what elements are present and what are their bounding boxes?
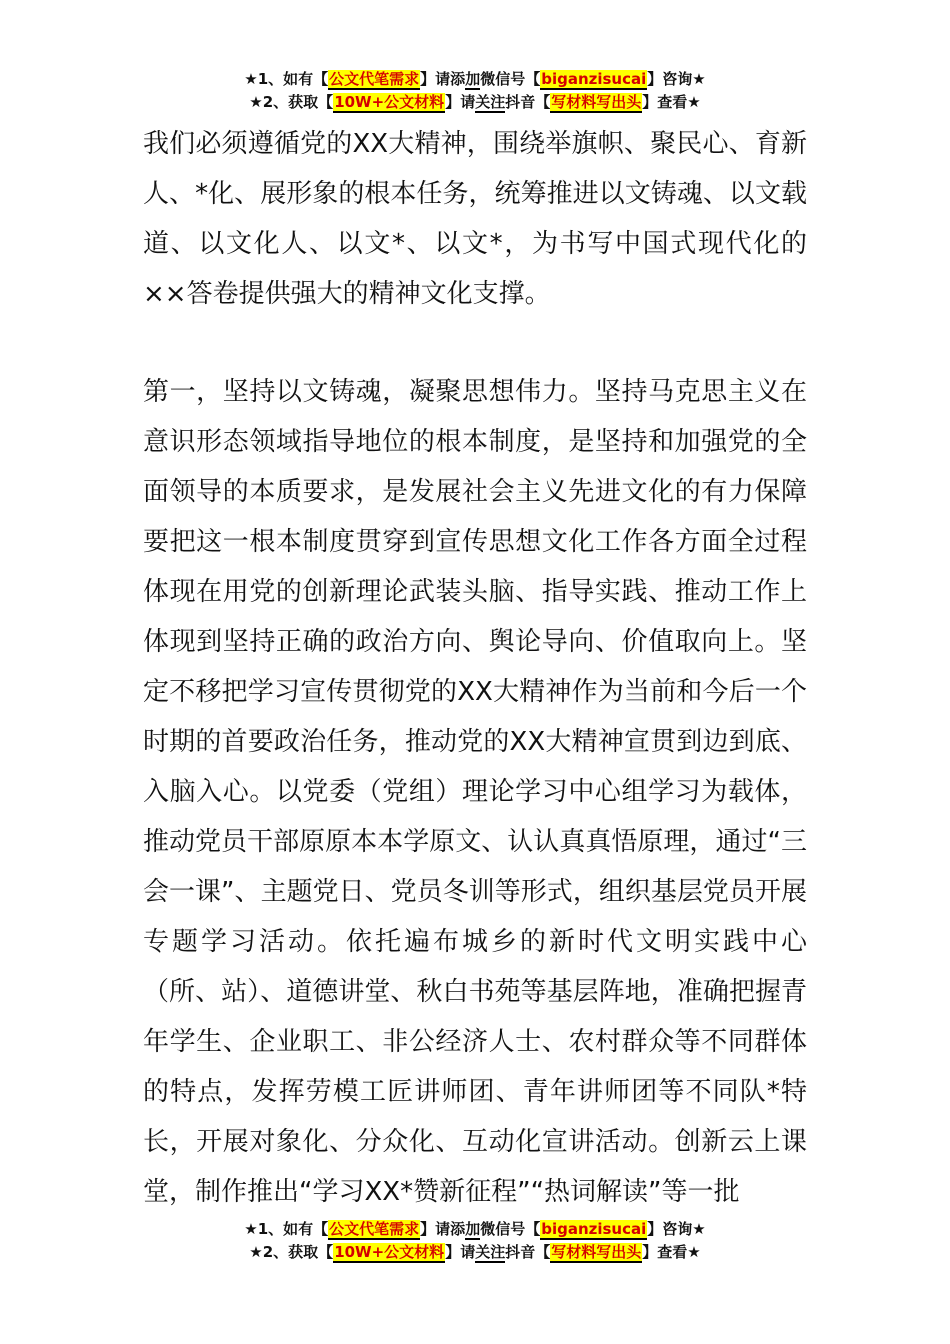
materials-highlight: 10W+公文材料 bbox=[334, 93, 445, 111]
paragraph-first-point: 第一，坚持以文铸魂，凝聚思想伟力。坚持马克思主义在意识形态领域指导地位的根本制度，是坚持和加强党的全面领导的本质要求，是发展社会主义先进文化的有力保障要把这一根本制度贯穿到宣传思想文化工作各方面全过程体现在用党的创新理论武装头脑、指导实践、推动工作上体现到坚持正确的政治方向、舆论导向、价值取向上。坚定不移把学习宣传贯彻党的XX大精神作为当前和今后一个时期的首要政治任务，推动党的XX大精神宣贯到边到底、入脑入心。以党委（党组）理论学习中心组学习为载体，推动党员干部原原本本学原文、认认真真悟原理，通过“三会一课”、主题党日、党员冬训等形式，组织基层党员开展专题学习活动。依托遍布城乡的新时代文明实践中心（所、站）、道德讲堂、秋白书苑等基层阵地，准确把握青年学生、企业职工、非公经济人士、农村群众等不同群体的特点，发挥劳模工匠讲师团、青年讲师团等不同队*特长，开展对象化、分众化、互动化宣讲活动。创新云上课堂，制作推出“学习XX*赞新征程”“热词解读”等一批 bbox=[143, 377, 807, 1207]
douyin-account-highlight: 写材料写出头 bbox=[551, 93, 642, 111]
douyin-account-highlight: 写材料写出头 bbox=[551, 1243, 642, 1261]
header-banner bbox=[0, 68, 950, 114]
header-line-2: ★2、获取【10W+公文材料】请关注抖音【写材料写出头】查看★ bbox=[249, 93, 701, 111]
ghostwriting-highlight: 公文代笔需求 bbox=[329, 1220, 420, 1238]
footer-banner bbox=[0, 1218, 950, 1264]
footer-line-1: ★1、如有【公文代笔需求】请添加微信号【biganzisucai】咨询★ bbox=[244, 1220, 706, 1238]
ghostwriting-highlight: 公文代笔需求 bbox=[329, 70, 420, 88]
header-line-1: ★1、如有【公文代笔需求】请添加微信号【biganzisucai】咨询★ bbox=[244, 70, 706, 88]
wechat-id-highlight: biganzisucai bbox=[541, 70, 647, 88]
paragraph-intro: 我们必须遵循党的XX大精神，围绕举旗帜、聚民心、育新人、*化、展形象的根本任务，统筹推进以文铸魂、以文载道、以文化人、以文*、以文*，为书写中国式现代化的××答卷提供强大的精神文化支撑。 bbox=[143, 129, 807, 309]
materials-highlight: 10W+公文材料 bbox=[334, 1243, 445, 1261]
wechat-id-highlight: biganzisucai bbox=[541, 1220, 647, 1238]
footer-line-2: ★2、获取【10W+公文材料】请关注抖音【写材料写出头】查看★ bbox=[249, 1243, 701, 1261]
